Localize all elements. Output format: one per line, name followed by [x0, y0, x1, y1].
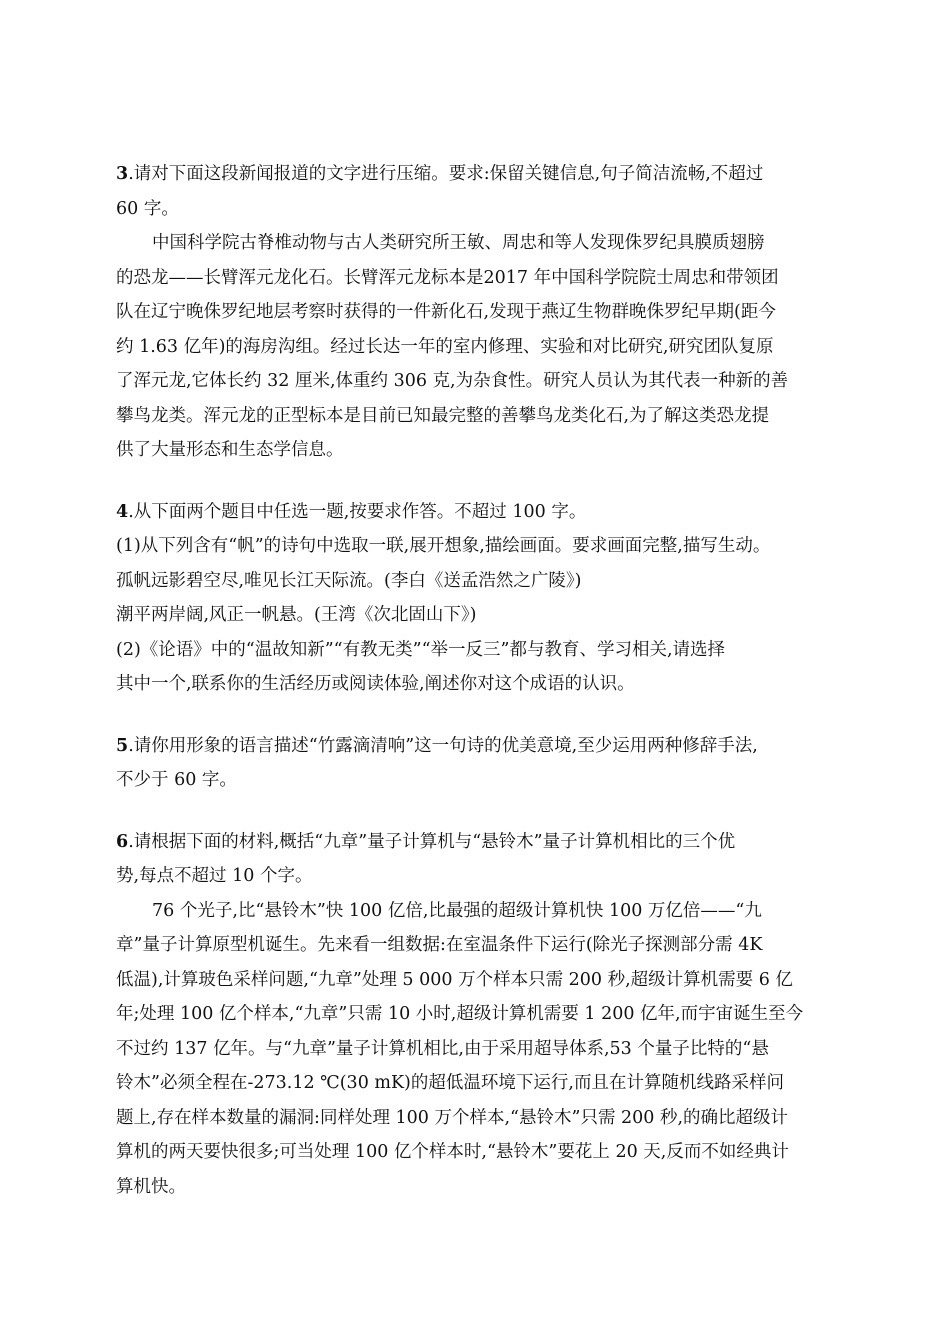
passage-line: 76 个光子,比“悬铃木”快 100 亿倍,比最强的超级计算机快 100 万亿倍——“九: [152, 900, 762, 921]
question-6-passage: [116, 894, 836, 1205]
document-page: [116, 157, 836, 1204]
spacer: [116, 798, 836, 825]
passage-line: 低温),计算玻色采样问题,“九章”处理 5 000 万个样本只需 200 秒,超级计算机需要 6 亿: [116, 969, 793, 990]
question-5-number: 5: [116, 735, 129, 756]
question-5: [116, 729, 836, 798]
passage-line: 攀鸟龙类。浑元龙的正型标本是目前已知最完整的善攀鸟龙类化石,为了解这类恐龙提: [116, 405, 770, 426]
passage-line: 约 1.63 亿年)的海房沟组。经过长达一年的室内修理、实验和对比研究,研究团队复原: [116, 336, 774, 357]
question-3-prompt-line-1: 3.请对下面这段新闻报道的文字进行压缩。要求:保留关键信息,句子简洁流畅,不超过: [116, 164, 764, 184]
passage-line: 章”量子计算原型机诞生。先来看一组数据:在室温条件下运行(除光子探测部分需 4K: [116, 935, 763, 955]
question-4-option-1: (1)从下列含有“帆”的诗句中选取一联,展开想象,描绘画面。要求画面完整,描写生动。: [116, 536, 771, 556]
spacer: [116, 702, 836, 729]
passage-line: 铃木”必须全程在-273.12 ℃(30 mK)的超低温环境下运行,而且在计算随机线路采样问: [116, 1073, 784, 1093]
passage-line: 年;处理 100 亿个样本,“九章”只需 10 小时,超级计算机需要 1 200 亿年,而宇宙诞生至今: [116, 1004, 804, 1024]
passage-line: 不过约 137 亿年。与“九章”量子计算机相比,由于采用超导体系,53 个量子比特的“悬: [116, 1038, 769, 1059]
poem-line-2: 潮平两岸阔,风正一帆悬。(王湾《次北固山下》): [116, 605, 477, 625]
question-6-prompt-line-2: 势,每点不超过 10 个字。: [116, 866, 313, 886]
spacer: [116, 468, 836, 495]
poem-line-1: 孤帆远影碧空尽,唯见长江天际流。(李白《送孟浩然之广陵》): [116, 570, 582, 591]
question-4-prompt: 4.从下面两个题目中任选一题,按要求作答。不超过 100 字。: [116, 501, 587, 522]
question-6: [116, 825, 836, 1205]
question-4-option-2-cont: 其中一个,联系你的生活经历或阅读体验,阐述你对这个成语的认识。: [116, 674, 635, 694]
question-4-option-2: (2)《论语》中的“温故知新”“有教无类”“举一反三”都与教育、学习相关,请选择: [116, 639, 726, 660]
question-3-number: 3: [116, 164, 129, 184]
passage-line: 队在辽宁晚侏罗纪地层考察时获得的一件新化石,发现于燕辽生物群晚侏罗纪早期(距今: [116, 302, 776, 322]
question-4: [116, 495, 836, 702]
question-6-prompt-line-1: 6.请根据下面的材料,概括“九章”量子计算机与“悬铃木”量子计算机相比的三个优: [116, 831, 736, 852]
passage-line: 算机的两天要快很多;可当处理 100 亿个样本时,“悬铃木”要花上 20 天,反而不如经典计: [116, 1142, 789, 1162]
question-3-passage: [116, 226, 836, 468]
passage-line: 的恐龙——长臂浑元龙化石。长臂浑元龙标本是2017 年中国科学院院士周忠和带领团: [116, 267, 779, 288]
passage-line: 供了大量形态和生态学信息。: [116, 440, 344, 460]
passage-line: 了浑元龙,它体长约 32 厘米,体重约 306 克,为杂食性。研究人员认为其代表一种新的善: [116, 371, 789, 391]
passage-line: 算机快。: [116, 1176, 186, 1197]
question-6-number: 6: [116, 831, 129, 852]
question-3: [116, 157, 836, 468]
passage-line: 题上,存在样本数量的漏洞:同样处理 100 万个样本,“悬铃木”只需 200 秒,的确比超级计: [116, 1107, 789, 1128]
passage-line: 中国科学院古脊椎动物与古人类研究所王敏、周忠和等人发现侏罗纪具膜质翅膀: [152, 233, 765, 253]
question-5-prompt-line-1: 5.请你用形象的语言描述“竹露滴清响”这一句诗的优美意境,至少运用两种修辞手法,: [116, 735, 758, 756]
question-5-prompt-line-2: 不少于 60 字。: [116, 770, 237, 790]
question-4-number: 4: [116, 501, 129, 522]
question-3-prompt-line-2: 60 字。: [116, 198, 179, 219]
